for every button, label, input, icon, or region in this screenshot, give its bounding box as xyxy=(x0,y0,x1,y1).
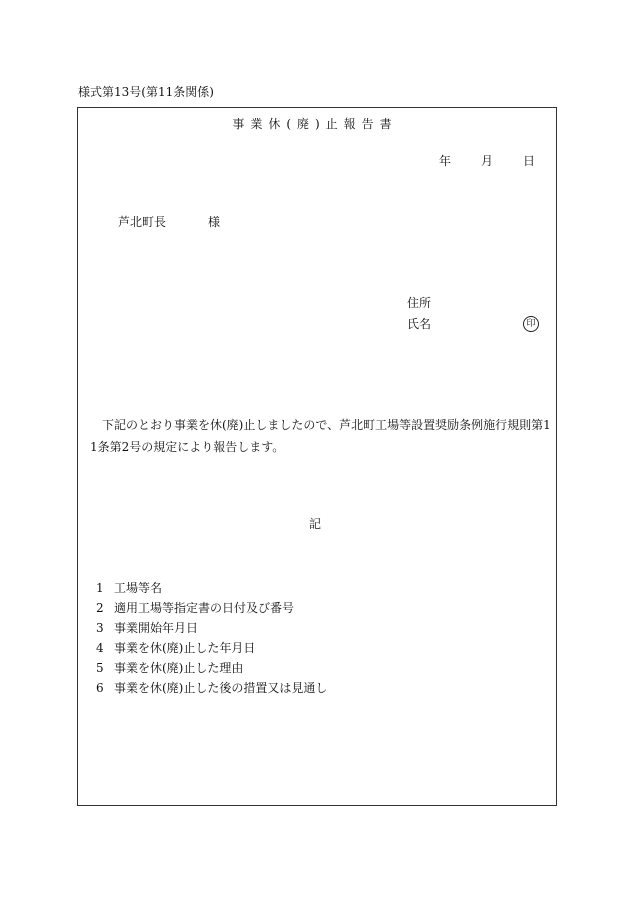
item-label: 適用工場等指定書の日付及び番号 xyxy=(114,601,295,615)
item-label: 事業開始年月日 xyxy=(114,621,199,635)
list-item xyxy=(96,598,327,618)
ki-heading: 記 xyxy=(308,517,321,531)
item-number: 5 xyxy=(96,661,104,675)
date-day: 日 xyxy=(522,154,535,168)
item-label: 事業を休(廃)止した年月日 xyxy=(114,641,256,655)
item-number: 6 xyxy=(96,681,104,695)
form-number: 様式第13号(第11条関係) xyxy=(78,85,214,99)
name-label: 氏名 xyxy=(407,317,432,331)
item-label: 工場等名 xyxy=(114,581,163,595)
date-month: 月 xyxy=(480,154,493,168)
addressee xyxy=(118,216,220,228)
item-number: 3 xyxy=(96,621,104,635)
list-item xyxy=(96,578,327,598)
date-year: 年 xyxy=(438,154,451,168)
list-item xyxy=(96,678,327,698)
item-label: 事業を休(廃)止した後の措置又は見通し xyxy=(114,681,328,695)
item-list xyxy=(96,578,327,698)
list-item xyxy=(96,618,327,638)
seal-mark: 印 xyxy=(523,316,539,332)
item-number: 1 xyxy=(96,581,104,595)
addressee-honorific: 様 xyxy=(208,215,221,229)
document-title: 事業休(廃)止報告書 xyxy=(232,117,398,131)
list-item xyxy=(96,658,327,678)
address-label: 住所 xyxy=(407,296,432,310)
list-item xyxy=(96,638,327,658)
item-label: 事業を休(廃)止した理由 xyxy=(114,661,244,675)
item-number: 4 xyxy=(96,641,104,655)
item-number: 2 xyxy=(96,601,104,615)
report-body-text: 下記のとおり事業を休(廃)止しましたので、芦北町工場等設置奨励条例施行規則第11条第2号の規定により報告します。 xyxy=(90,418,551,454)
addressee-name: 芦北町長 xyxy=(118,215,167,229)
date-line xyxy=(439,155,535,167)
